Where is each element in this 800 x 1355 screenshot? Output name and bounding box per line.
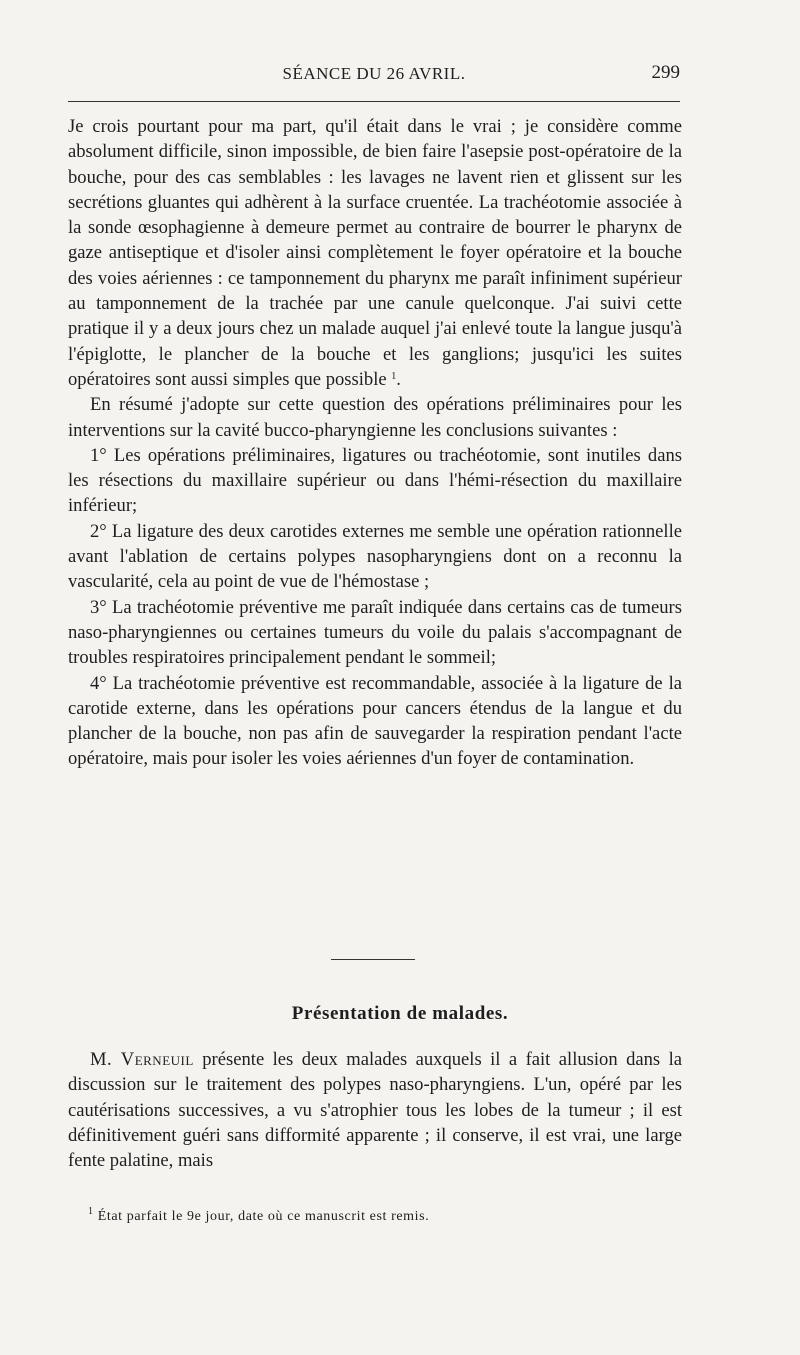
section-title: Présentation de malades. — [291, 1003, 509, 1024]
paragraph: 2° La ligature des deux carotides externes me semble une opération rationnelle avant l'ablation de certains polypes nasopharyngiens dont on a reconnu la vascularité, cela au point de vue de l'hémostase ; — [68, 520, 682, 593]
main-text — [68, 114, 682, 772]
section-text — [68, 1047, 682, 1173]
paragraph: Je crois pourtant pour ma part, qu'il était dans le vrai ; je considère comme absolument difficile, sinon impossible, de bien faire l'asepsie post-opératoire de la bouche, pour des cas semblables : les lavages ne lavent rien et glissent sur les secrétions gluantes qui adhèrent à la surface cruentée. La trachéotomie associée à la sonde œsophagienne à demeure permet au contraire de bourrer le pharynx de gaze antiseptique et d'isoler ainsi complètement le foyer opératoire et la bouche des voies aériennes : ce tamponnement du pharynx me paraît infiniment supérieur au tamponnement de la trachée par une canule quelconque. J'ai suivi cette pratique il y a deux jours chez un malade auquel j'ai enlevé toute la langue jusqu'à l'épiglotte, le plancher de la bouche et les ganglions; jusqu'ici les suites opératoires sont aussi simples que possible $^1$. — [68, 116, 682, 390]
footnote-ref: 1 — [391, 370, 397, 382]
paragraph: 1° Les opérations préliminaires, ligatures ou trachéotomie, sont inutiles dans les résections du maxillaire supérieur ou dans l'hémi-résection du maxillaire inférieur; — [68, 444, 682, 517]
footnote-text: État parfait le 9e jour, date où ce manuscrit est remis. — [97, 1209, 430, 1224]
page-number: 299 — [651, 62, 680, 83]
footnote — [88, 1206, 688, 1225]
header-rule — [68, 101, 680, 102]
paragraph: 4° La trachéotomie préventive est recommandable, associée à la ligature de la carotide externe, dans les opérations pour cancers étendus de la langue et du plancher de la bouche, non pas afin de sauvegarder la respiration pendant l'acte opératoire, mais pour isoler les voies aériennes d'un foyer de contamination. — [68, 672, 682, 770]
section-separator — [331, 959, 415, 960]
paragraph: En résumé j'adopte sur cette question des opérations préliminaires pour les interventions sur la cavité bucco-pharyngienne les conclusions suivantes : — [68, 394, 682, 441]
paragraph: 3° La trachéotomie préventive me paraît indiquée dans certains cas de tumeurs naso-pharyngiennes ou certaines tumeurs du voile du palais s'accompagnant de troubles respiratoires principalement pendant le sommeil; — [68, 596, 682, 669]
page-header — [68, 62, 680, 88]
running-title: SÉANCE DU 26 AVRIL. — [282, 64, 466, 83]
footnote-marker: 1 — [88, 1206, 94, 1217]
paragraph: M. Verneuil présente les deux malades auxquels il a fait allusion dans la discussion sur le traitement des polypes naso-pharyngiens. L'un, opéré par les cautérisations successives, a vu s'atrophier tous les lobes de la tumeur ; il est définitivement guéri sans difformité apparente ; il conserve, il est vrai, une large fente palatine, mais — [68, 1049, 683, 1172]
speaker-name: M. Verneuil — [90, 1049, 194, 1070]
